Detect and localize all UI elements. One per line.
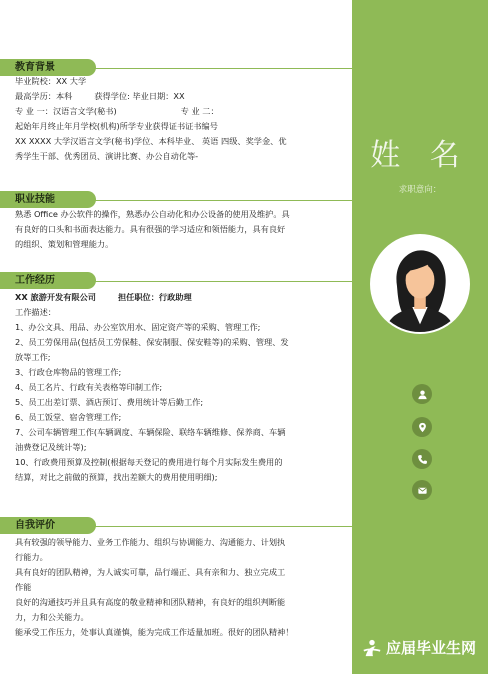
self-eval-line: 力，力和公关能力。 [15, 612, 89, 622]
work-duty: 结算，对比之前做的预算，找出差额大的费用使用明细); [15, 472, 218, 482]
work-duty: 2、员工劳保用品(包括员工劳保鞋、保安制服、保安鞋等)的采购、管理、发 [15, 337, 289, 347]
skills-heading: 职业技能 [0, 191, 96, 208]
work-heading: 工作经历 [0, 272, 96, 289]
watermark-logo-icon [362, 638, 382, 658]
user-icon [412, 384, 432, 404]
work-duty: 4、员工名片、行政有关表格等印制工作; [15, 382, 163, 392]
education-highest-degree: 最高学历：本科 [15, 91, 73, 101]
skills-line: 的组织、策划和管理能力。 [15, 239, 114, 249]
phone-icon [412, 449, 432, 469]
education-major-two: 专 业 二： [180, 106, 219, 116]
self-eval-line: 能承受工作压力，处事认真谨慎，能为完成工作适量加班。很好的团队精神！ [15, 627, 294, 637]
self-eval-line: 具有良好的团队精神，为人诚实可靠，品行端正、具有亲和力、独立完成工 [15, 567, 286, 577]
location-icon [412, 417, 432, 437]
mail-icon [412, 480, 432, 500]
site-watermark [362, 637, 476, 658]
education-heading: 教育背景 [0, 59, 96, 76]
job-intent-label: 求职意向： [398, 185, 442, 195]
avatar-illustration [372, 236, 468, 332]
education-school: 毕业院校：XX 大学 [15, 76, 87, 86]
education-degree-row [15, 89, 347, 104]
education-line: 秀学生干部、优秀团员、演讲比赛、办公自动化等- [15, 151, 199, 161]
skills-section [15, 207, 347, 252]
candidate-name: 姓 名 [370, 138, 470, 173]
work-duty: 油费登记及统计等); [15, 442, 87, 452]
self-eval-line: 良好的沟通技巧并且具有高度的敬业精神和团队精神，有良好的组织判断能 [15, 597, 286, 607]
education-major-one: 专 业 一：汉语言文学(秘书) [15, 106, 117, 116]
education-section [15, 74, 347, 164]
work-company-row [15, 290, 347, 305]
self-eval-line: 作能 [15, 582, 32, 592]
self-eval-heading: 自我评价 [0, 517, 96, 534]
work-company: XX 旅游开发有限公司 [15, 292, 96, 302]
work-duty: 5、员工出差订票、酒店预订、费用统计等后勤工作; [15, 397, 204, 407]
self-eval-line: 行能力。 [15, 552, 48, 562]
work-section [15, 290, 347, 485]
education-graduation: 获得学位: 毕业日期：XX [94, 91, 185, 101]
work-duty: 6、员工饭堂、宿舍管理工作; [15, 412, 122, 422]
watermark-text: 应届毕业生网 [385, 639, 476, 657]
work-duty: 7、公司车辆管理工作(车辆调度、车辆保险、联络车辆维修、保养商、车辆 [15, 427, 286, 437]
education-major-row [15, 104, 347, 119]
work-duty: 3、行政仓库物品的管理工作; [15, 367, 122, 377]
education-line: 起始年月终止年月学校(机构)所学专业获得证书证书编号 [15, 121, 218, 131]
self-eval-line: 具有较强的领导能力、业务工作能力、组织与协调能力、沟通能力、计划执 [15, 537, 286, 547]
skills-line: 有良好的口头和书面表达能力。具有很强的学习适应和领悟能力，具有良好 [15, 224, 286, 234]
work-duty: 放等工作; [15, 352, 51, 362]
resume-side-panel [352, 0, 488, 674]
avatar [370, 234, 470, 334]
skills-line: 熟悉 Office 办公软件的操作，熟悉办公自动化和办公设备的使用及维护。具 [15, 209, 290, 219]
education-line: XX XXXX 大学汉语言文学(秘书)学位、本科毕业、 英语 四级、奖学金、优 [15, 136, 287, 146]
work-desc-label: 工作描述： [15, 307, 56, 317]
work-duty: 1、办公文具、用品、办公室饮用水、固定资产等的采购、管理工作; [15, 322, 261, 332]
self-eval-section [15, 535, 347, 640]
work-duty: 10、行政费用预算及控制(根据每天登记的费用进行每个月实际发生费用的 [15, 457, 283, 467]
work-position: 担任职位：行政助理 [117, 292, 192, 302]
